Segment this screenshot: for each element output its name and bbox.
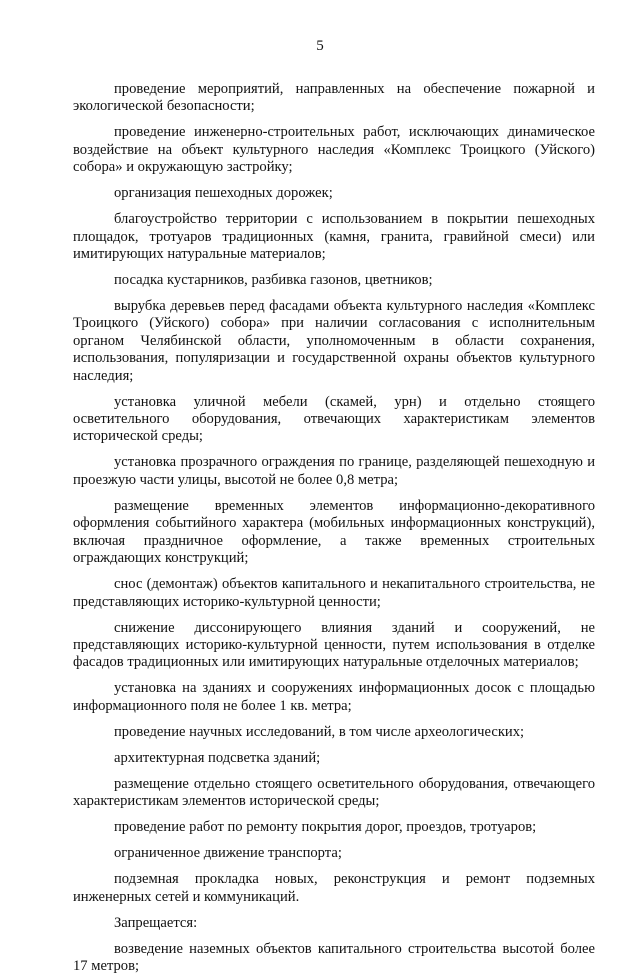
paragraph: проведение инженерно-строительных работ, исключающих динамическое воздействие на объект культурного наследия «Комплекс Троицкого (Уйского) собора» и окружающую застройку; (73, 124, 595, 176)
paragraph: архитектурная подсветка зданий; (114, 749, 321, 766)
paragraph: благоустройство территории с использованием в покрытии пешеходных площадок, тротуаров традиционных (камня, гранита, гравийной смеси) или имитирующих натуральные материалов; (73, 211, 595, 263)
paragraph: размещение временных элементов информационно-декоративного оформления событийного характера (мобильных информационных конструкций), включая праздничное оформление, а также временных строительных ограждающих конструкций; (73, 497, 595, 567)
paragraph: снос (демонтаж) объектов капитального и некапитального строительства, не представляющих историко-культурной ценности; (73, 576, 595, 610)
paragraph: проведение работ по ремонту покрытия дорог, проездов, тротуаров; (114, 819, 537, 836)
page-number: 5 (316, 38, 324, 54)
paragraph: установка на зданиях и сооружениях информационных досок с площадью информационного поля не более 1 кв. метра; (73, 680, 595, 714)
paragraph: посадка кустарников, разбивка газонов, цветников; (114, 272, 433, 289)
paragraph: организация пешеходных дорожек; (114, 185, 333, 202)
paragraph: установка прозрачного ограждения по границе, разделяющей пешеходную и проезжую части улицы, высотой не более 0,8 метра; (73, 454, 595, 488)
paragraph: вырубка деревьев перед фасадами объекта культурного наследия «Комплекс Троицкого (Уйского) собора» при наличии согласования с исполнительным органом Челябинской области, уполномоченным в области сохранения, использования, популяризации и государственной охраны объектов культурного наследия; (73, 298, 595, 384)
paragraph: проведение мероприятий, направленных на обеспечение пожарной и экологической безопасности; (73, 81, 595, 115)
paragraph: подземная прокладка новых, реконструкция и ремонт подземных инженерных сетей и коммуникаций. (73, 871, 595, 905)
paragraph: размещение отдельно стоящего осветительного оборудования, отвечающего характеристикам элементов исторической среды; (73, 775, 595, 810)
document-body (73, 81, 595, 975)
paragraph: снижение диссонирующего влияния зданий и сооружений, не представляющих историко-культурной ценности, путем использования в отделке фасадов традиционных или имитирующих натуральные отделочных материалов; (73, 619, 595, 671)
paragraph: ограниченное движение транспорта; (114, 845, 342, 862)
paragraph: возведение наземных объектов капитального строительства высотой более 17 метров; (73, 940, 595, 974)
paragraph: проведение научных исследований, в том числе археологических; (114, 723, 525, 740)
section-heading: Запрещается: (114, 914, 198, 931)
paragraph: установка уличной мебели (скамей, урн) и отдельно стоящего осветительного оборудования, отвечающих характеристикам элементов исторической среды; (73, 393, 595, 445)
